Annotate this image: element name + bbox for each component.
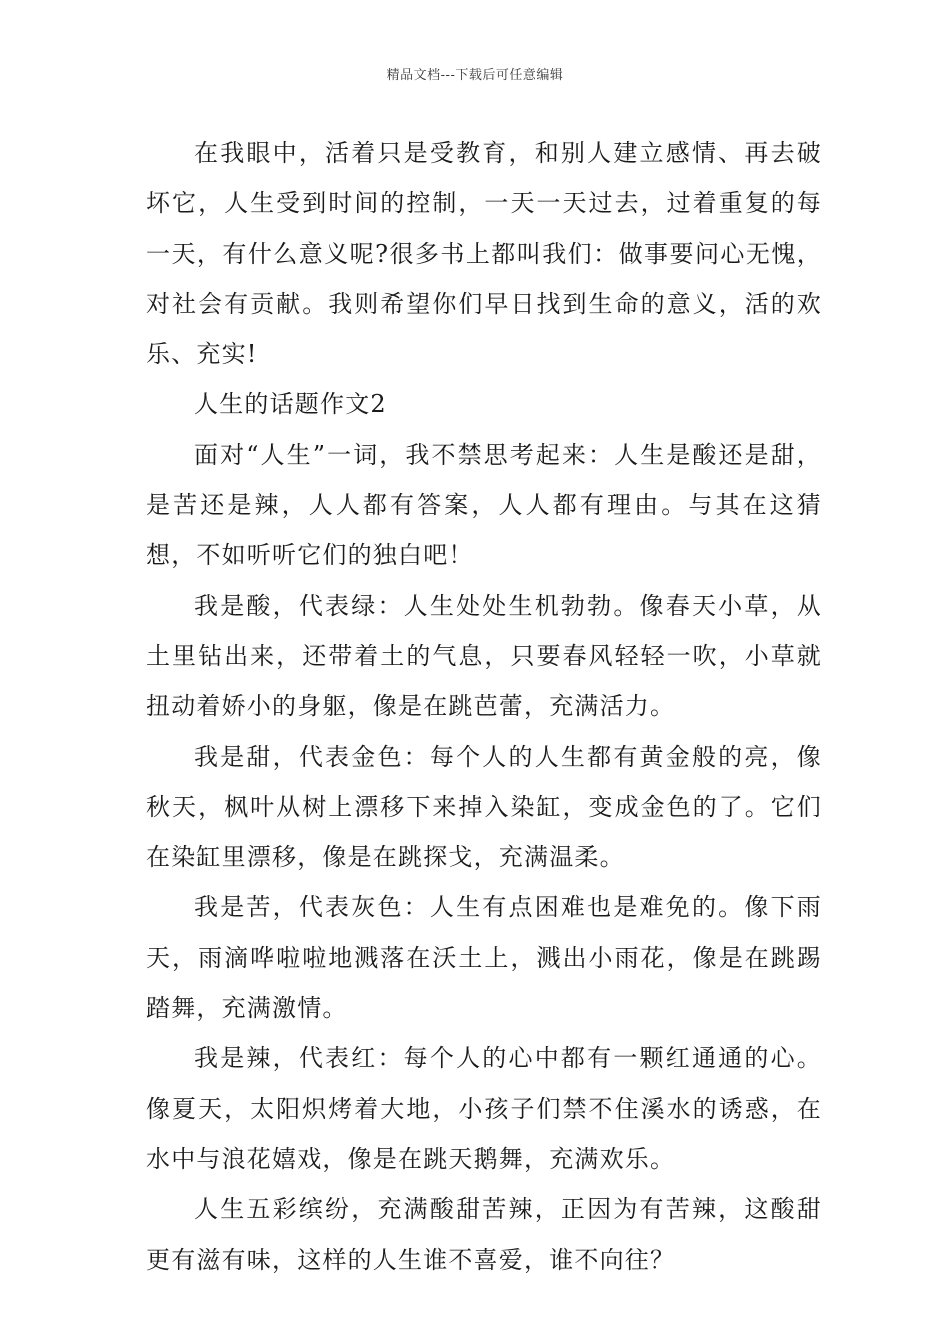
section-heading: 人生的话题作文2 xyxy=(194,390,387,419)
paragraph-1: 在我眼中，活着只是受教育，和别人建立感情、再去破坏它，人生受到时间的控制，一天一天过去，过着重复的每一天，有什么意义呢?很多书上都叫我们：做事要问心无愧，对社会有贡献。我则希望你们早日找到生命的意义，活的欢乐、充实! xyxy=(146,139,822,369)
paragraph-spicy: 我是辣，代表红：每个人的心中都有一颗红通通的心。像夏天，太阳炽烤着大地，小孩子们禁不住溪水的诱惑，在水中与浪花嬉戏，像是在跳天鹅舞，充满欢乐。 xyxy=(146,1044,822,1173)
paragraph-conclusion: 人生五彩缤纷，充满酸甜苦辣，正因为有苦辣，这酸甜更有滋有味，这样的人生谁不喜爱，谁不向往？ xyxy=(146,1195,822,1274)
paragraph-bitter: 我是苦，代表灰色：人生有点困难也是难免的。像下雨天，雨滴哗啦啦地溅落在沃土上，溅出小雨花，像是在跳踢踏舞，充满激情。 xyxy=(146,893,822,1023)
document-body xyxy=(146,128,822,1285)
paragraph-sweet: 我是甜，代表金色：每个人的人生都有黄金般的亮，像秋天，枫叶从树上漂移下来掉入染缸，变成金色的了。它们在染缸里漂移，像是在跳探戈，充满温柔。 xyxy=(146,742,822,872)
paragraph-sour: 我是酸，代表绿：人生处处生机勃勃。像春天小草，从土里钻出来，还带着土的气息，只要春风轻轻一吹，小草就扭动着娇小的身躯，像是在跳芭蕾，充满活力。 xyxy=(146,591,822,721)
paragraph-2: 面对“人生”一词，我不禁思考起来：人生是酸还是甜，是苦还是辣，人人都有答案，人人都有理由。与其在这猜想，不如听听它们的独白吧！ xyxy=(146,440,822,570)
page-header: 精品文档---下载后可任意编辑 xyxy=(386,68,564,83)
